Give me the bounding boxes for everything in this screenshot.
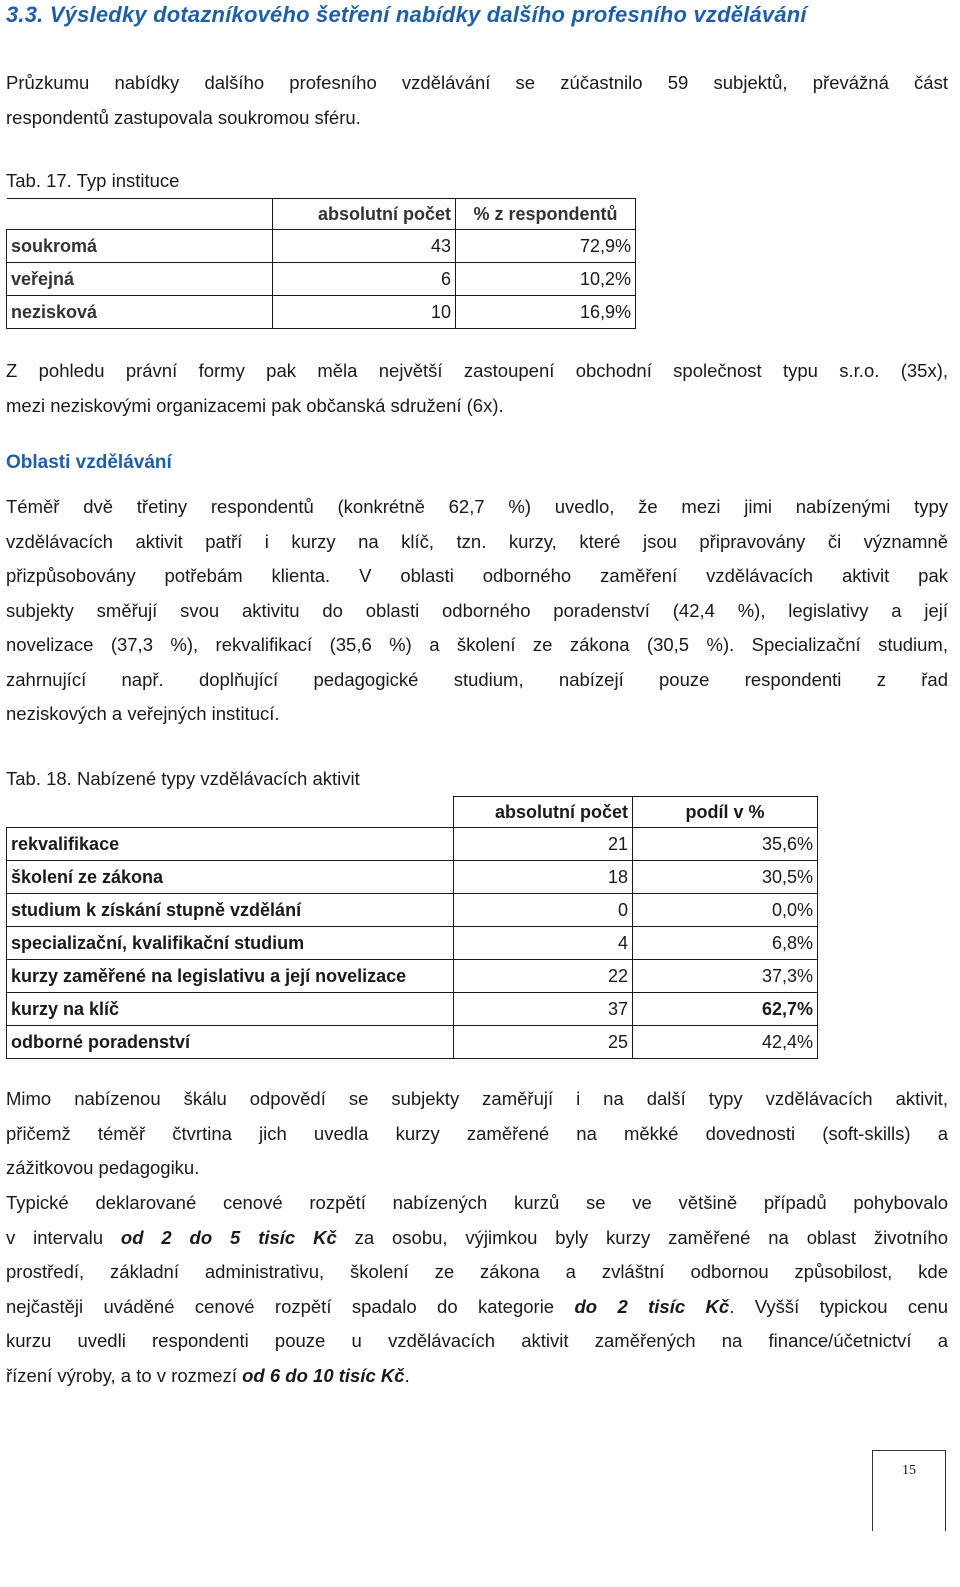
table-row — [7, 296, 636, 329]
emphasis-price-range: od 2 do 5 tisíc Kč — [120, 1226, 337, 1248]
table-cell: 62,7% — [633, 993, 818, 1026]
table-row — [7, 1026, 818, 1059]
table-row — [7, 894, 818, 927]
table-cell: 6,8% — [633, 927, 818, 960]
other-activities-paragraph — [6, 1082, 948, 1186]
table-cell: 16,9% — [456, 296, 636, 329]
subsection-title: Oblasti vzdělávání — [6, 452, 172, 473]
table-cell: 10 — [273, 296, 456, 329]
text-line: Mimo nabízenou škálu odpovědí se subjekty zaměřují i na další typy vzdělávacích aktivit, — [6, 1088, 948, 1109]
text-run: v intervalu — [6, 1226, 121, 1248]
table-header-row — [7, 797, 818, 828]
table-cell: rekvalifikace — [7, 828, 454, 861]
text-run: řízení výroby, a to v rozmezí — [6, 1364, 243, 1386]
text-line: přičemž téměř čtvrtina jich uvedla kurzy zaměřené na měkké dovednosti (soft-skills) a — [6, 1122, 948, 1144]
table-cell: odborné poradenství — [7, 1026, 454, 1059]
table-cell: 72,9% — [456, 230, 636, 263]
table-cell: 10,2% — [456, 263, 636, 296]
table-cell: 42,4% — [633, 1026, 818, 1059]
table-row — [7, 263, 636, 296]
table-cell: soukromá — [7, 230, 273, 263]
text-line: zážitkovou pedagogiku. — [6, 1157, 200, 1178]
table-header-row — [7, 199, 636, 230]
text-line: vzdělávacích aktivit patří i kurzy na klíč, tzn. kurzy, které jsou připravovány či významně — [6, 530, 948, 552]
text-line: Z pohledu právní formy pak měla největší zastoupení obchodní společnost typu s.r.o. (35x), — [6, 360, 948, 381]
table-cell: kurzy zaměřené na legislativu a její novelizace — [7, 960, 454, 993]
section-heading: 3.3. Výsledky dotazníkového šetření nabídky dalšího profesního vzdělávání — [6, 2, 807, 27]
table-header-cell: % z respondentů — [456, 199, 636, 230]
table-cell: 37,3% — [633, 960, 818, 993]
table-row — [7, 927, 818, 960]
table-row — [7, 960, 818, 993]
table-cell: 0,0% — [633, 894, 818, 927]
table-row — [7, 230, 636, 263]
table-row — [7, 828, 818, 861]
table-cell: 0 — [454, 894, 633, 927]
text-line: prostředí, základní administrativu, školení ze zákona a zvláštní odbornou způsobilost, kde — [6, 1261, 948, 1282]
page-number: 15 — [902, 1463, 916, 1478]
text-line: novelizace (37,3 %), rekvalifikací (35,6 %) a školení ze zákona (30,5 %). Specializační studium, — [6, 634, 948, 655]
text-line: Téměř dvě třetiny respondentů (konkrétně 62,7 %) uvedlo, že mezi jimi nabízenými typy — [6, 496, 948, 517]
text-run: . — [404, 1364, 410, 1386]
text-line: zahrnující např. doplňující pedagogické studium, nabízejí pouze respondenti z řad — [6, 668, 948, 690]
table-cell: 22 — [454, 960, 633, 993]
table-cell: veřejná — [7, 263, 273, 296]
text-line: přizpůsobovány potřebám klienta. V oblasti odborného zaměření vzdělávacích aktivit pak — [6, 565, 948, 586]
table-row — [7, 993, 818, 1026]
emphasis-price-range: od 6 do 10 tisíc Kč — [242, 1364, 405, 1386]
education-areas-paragraph — [6, 490, 948, 732]
table-header-cell — [7, 199, 273, 230]
table-cell: specializační, kvalifikační studium — [7, 927, 454, 960]
table-cell: 25 — [454, 1026, 633, 1059]
legal-form-paragraph — [6, 354, 948, 423]
table-cell: 21 — [454, 828, 633, 861]
table-header-cell — [7, 797, 454, 828]
table-cell: studium k získání stupně vzdělání — [7, 894, 454, 927]
text-line — [6, 1359, 948, 1394]
text-run: za osobu, výjimkou byly kurzy zaměřené na oblast životního — [336, 1226, 948, 1248]
table-row — [7, 861, 818, 894]
text-line — [6, 1290, 948, 1325]
table-header-cell: absolutní počet — [454, 797, 633, 828]
intro-paragraph — [6, 66, 948, 135]
text-run: nejčastěji uváděné cenové rozpětí spadalo do kategorie — [6, 1295, 575, 1317]
page-number-box — [872, 1450, 946, 1531]
text-line: mezi neziskovými organizacemi pak občanská sdružení (6x). — [6, 394, 504, 416]
table-17 — [6, 198, 636, 329]
table-cell: školení ze zákona — [7, 861, 454, 894]
table-cell: 35,6% — [633, 828, 818, 861]
table-cell: 37 — [454, 993, 633, 1026]
text-line: Průzkumu nabídky dalšího profesního vzdělávání se zúčastnilo 59 subjektů, převážná část — [6, 72, 948, 93]
table-18-caption: Tab. 18. Nabízené typy vzdělávacích aktivit — [6, 768, 360, 789]
text-line: neziskových a veřejných institucí. — [6, 703, 280, 724]
table-cell: 6 — [273, 263, 456, 296]
table-18 — [6, 796, 818, 1059]
text-line: respondentů zastupovala soukromou sféru. — [6, 106, 361, 128]
table-header-cell: podíl v % — [633, 797, 818, 828]
text-line: kurzu uvedli respondenti pouze u vzdělávacích aktivit zaměřených na finance/účetnictví a — [6, 1330, 948, 1351]
table-17-caption: Tab. 17. Typ instituce — [6, 170, 180, 191]
emphasis-price-range: do 2 tisíc Kč — [574, 1295, 730, 1317]
text-line: Typické deklarované cenové rozpětí nabízených kurzů se ve většině případů pohybovalo — [6, 1192, 948, 1213]
table-cell: 4 — [454, 927, 633, 960]
pricing-paragraph — [6, 1186, 948, 1393]
text-line — [6, 1221, 948, 1256]
table-cell: kurzy na klíč — [7, 993, 454, 1026]
text-run: . Vyšší typickou cenu — [729, 1295, 948, 1317]
table-header-cell: absolutní počet — [273, 199, 456, 230]
table-cell: 30,5% — [633, 861, 818, 894]
table-cell: 43 — [273, 230, 456, 263]
text-line: subjekty směřují svou aktivitu do oblasti odborného poradenství (42,4 %), legislativy a její — [6, 599, 948, 621]
table-cell: 18 — [454, 861, 633, 894]
table-cell: nezisková — [7, 296, 273, 329]
